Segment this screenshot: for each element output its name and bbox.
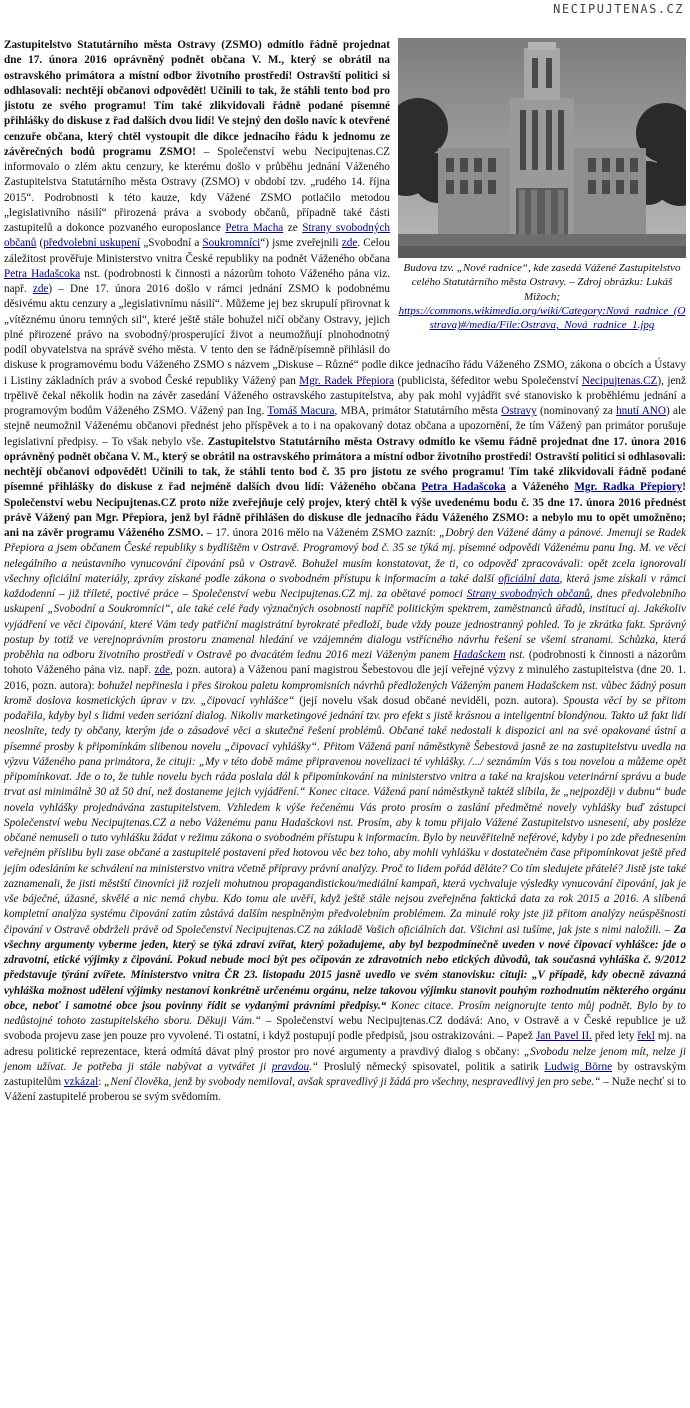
site-logo: NECIPUJTENAS.CZ — [553, 2, 684, 16]
text-run: mj. na adresu politické reprezentace, která odmítá dávat plný prostor pro nové argumenty a pravdivý dialog s občany: — [4, 1030, 686, 1058]
speech-italic: „Dobrý den Vážené dámy a pánové. Jmenuji se Radek Přepiora a jsem občanem České republiky s bydlištěm v Ostravě. Programový bod č. 35 se týká mj. písemné odpovědi Váženému panu Ing. M. ve věci nelegálního a neústavního vynucování čipování psů v Ostravě. Bohužel musím konstatovat, že ti, co odpověď zpracovávali: opět zcela ignorovali všechny oficiální materiály, zprávy získané podle zákona o svobodném přístupu k informacím a také další — [4, 527, 686, 585]
link-predvolebni-uskupeni[interactable]: předvolební uskupení — [43, 237, 141, 250]
link-rekl[interactable]: řekl — [637, 1030, 655, 1043]
text-run: ze — [283, 222, 303, 234]
text-run: – Nuže nechť si to Vážení zastupitelé proberou se svým svědomím. — [4, 1076, 686, 1104]
text-run: (podrobnosti k činnosti a názorům tohoto Váženého pána viz. např. — [4, 649, 686, 677]
text-run: – 17. února 2016 mělo na Váženém ZSMO zaznít: — [203, 527, 440, 539]
link-zde[interactable]: zde — [341, 237, 358, 250]
text-run: by ostravským zastupitelům — [4, 1060, 686, 1088]
link-radek-prepiora[interactable]: Mgr. Radek Přepiora — [299, 374, 395, 387]
speech-bold-italic: Za všechny argumenty vyberme jeden, který se týká zdraví zvířat, který požadujeme, aby byl bezpodmínečně uveden v nové čipovací vyhlášce: jde o zdravotní, etické výjimky z čipování. Pokud nebude moci být pes očipován ze zdravotních nebo etických důvodů, tak současná vyhláška č. 9/2012 představuje týrání zvířete. Ministerstvo vnitra ČR 23. listopadu 2015 jasně uvedlo ve svém stanovisku: cituji: „V případě, kdy obecně závazná vyhláška možnost udělení výjimky nestanoví konkrétně určenému orgánu, nelze takovou výjimku stanovit pouhým rozhodnutím některého orgánu obce, neboť i samotné obce jsou povinny řídit se vydanými právními předpisy.“ — [4, 923, 686, 1012]
link-strana-svobodnych-obcanu[interactable]: Strany svobodných občanů — [466, 588, 590, 600]
quote-italic: .“ — [309, 1060, 319, 1073]
text-run: nst. (podrobnosti k činnosti a názorům tohoto Váženého pána viz. např. — [4, 267, 390, 295]
link-pravdou[interactable]: pravdou — [271, 1060, 310, 1073]
quote-italic: „Není člověka, jenž by svobody nemiloval, avšak spravedlivý ji žádá pro všechny, nespravedlivý jen pro sebe.“ — [104, 1076, 601, 1088]
link-petr-hadascok[interactable]: Petra Hadašcoka — [421, 481, 506, 494]
text-run: před lety — [591, 1030, 638, 1043]
figure — [398, 38, 686, 358]
link-ludwig-borne[interactable]: Ludwig Börne — [544, 1060, 613, 1073]
link-oficialni-data[interactable]: oficiální data — [498, 572, 560, 585]
link-soukromnici[interactable]: Soukromníci — [202, 237, 261, 250]
link-hadasckem[interactable]: Hadašckem — [453, 649, 506, 661]
link-jan-pavel-ii[interactable]: Jan Pavel II. — [535, 1030, 592, 1043]
text-run: ), jenž trpělivě čekal několik hodin na závěr zasedání Váženého ostravského zastupitelstva, aby pak mohl vyjádřit své stanovisko k proběhlému jednání a programovým bodům Váženého ZSMO. Vážený pan Ing. — [4, 374, 686, 417]
text-run: „Svobodní a — [140, 237, 203, 250]
text-run: “) jsme zveřejnili — [260, 237, 342, 250]
link-petr-mach[interactable]: Petra Macha — [225, 222, 284, 234]
link-zde[interactable]: zde — [32, 283, 49, 295]
text-run: ) ale stejně neumožnil Váženému občanovi přednést jeho příspěvek a to i na opakovaný dotaz občana a upozornění, že tím Vážený pan primátor porušuje legislativní předpisy. – To však nebylo vše. — [4, 405, 687, 448]
speech-italic: , která jsme získali v rámci každodenní – již tříleté, poctivé práce – Společenství webu Necipujtenas.CZ mj. za obětavé pomoci — [4, 572, 686, 600]
bold-run: ! Společenství webu Necipujtenas.CZ proto níže zveřejňuje celý projev, který chtěl k výše uvedenému bodu č. 35 dne 17. února 2016 přednést právě Vážený pan Mgr. Přepiora, jenž byl řádně přihlášen do diskuse dle jednacího řádu Váženého ZSMO: a nebylo mu to opět umožněno; ani na závěr programu Váženého ZSMO. — [4, 481, 686, 539]
link-petr-hadascok[interactable]: Petra Hadašcoka — [4, 267, 81, 280]
bold-run: Zastupitelstvo Statutárního města Ostravy odmítlo ke všemu řádně projednat dne 17. února 2016 oprávněný podnět občana V. M., který se obrátil na ostravského primátora a místní odbor životního prostředí! Ostravští politici si odhlasovali: nechtějí občanovi odpovědět! Učinili to tak, že stáhli tento bod č. 35 pro jistotu ze svého programu! Tím také zlikvidovali řádně podané písemné přihlášky do diskuse z řad nejméně dalších dvou lidí: Váženého občana — [4, 435, 686, 494]
bold-run: a Váženého — [505, 481, 575, 494]
link-radek-prepiora[interactable]: Mgr. Radka Přepiory — [574, 481, 683, 494]
text-run: ( — [36, 237, 44, 250]
text-run: , pozn. autora) a Váženou paní magistrou Šebestovou dle její veřejné výzvy z minulého zastupitelstva (dne 20. 1. 2016, pozn. autora): — [4, 664, 687, 692]
text-run: – Společenství webu Necipujtenas.CZ dodává: Ano, v Ostravě a v České republice je už svoboda projevu zase jen pouze pro vyvolené. Ti ostatní, i když postupují podle předpisů, jsou ostrakizováni. – Papež — [4, 1015, 686, 1043]
caption-text: Budova tzv. „Nové radnice“, kde zasedá Vážené Zastupitelstvo celého Statutárního města Ostravy. – Zdroj obrázku: Lukáš Mižoch; — [403, 262, 681, 303]
speech-italic: nst. — [505, 649, 526, 661]
article-body — [4, 38, 686, 1106]
quote-italic: „Svobodu nelze jenom mít, nelze ji jenom užívat. Je potřeba ji stále nabývat a vytvářet ji — [4, 1045, 687, 1073]
speech-italic: Spousta věcí by se přitom podařila, kdyby byl s lidmi veden seriózní dialog. Nikoliv marketingové jednání tzv. pro efekt s jistě krásnou a inteligentní blondýnou. Takto už fakt lidi neoslníte, tedy ty občany, kterým jde o zásadové věci a skutečné řešení problémů. Občané také nedostali k dispozici ani na své opakované ústní a písemné prosby k připomínkám slibenou novelu „čipovací vyhlášky“. Přitom Vážená paní náměstkyně Šebestová jasně ze na zastupitelstvu uvedla na výzvu Váženého pana primátora, že cituji: „My v této době máme připravenou novelizaci té vyhlášky. /.../ seznámím Vás s tou novelou a můžeme opět připomínkovat. Jde o to, že tuhle novelu bych ráda poslala dál k připomínkování na ministerstvo vnitra a také na krajskou veterinární správu a bude trvat asi minimálně 30 až 50 dní, než dostaneme jejich vyjádření.“ Konec citace. Vážená paní náměstkyně taktéž slíbila, že „nejpozději v dubnu“ bude novela vyhlášky projednávána zastupitelstvem. Vzhledem k výše řečenému Vás proto prosím o zaslání předmětné novely vyhlášky buď zástupci Společenství webu Necipujtenas.CZ a nebo Váženému panu Hadašckovi nst. Prosím, aby k tomu přijalo Vážené Zastupitelstvo usnesení, aby posléze občané nemuseli o tuto vyhlášku žádat v režimu zákona o svobodném přístupu k informacím. Bylo by neuvěřitelně neférové, kdyby i po zde přednesením veřejném příslibu byli zase občané a zastupitelé postaveni před hotovou věc bez toho, aby mohli vyhlášku v dostatečném čase připomínkovat ještě před jejím odesláním ke schválení na ministerstvo vnitra včetně přípravy právní analýzy. Proč to lidem pořád děláte? Co tím sledujete přátelé? Jistě jste také zaznamenali, že jisti městští činovníci již rozjeli mohutnou propagandistickou/mediální kampaň, která vychvaluje výsledky vynucování čipování, jak je vše báječné, úžasné, skvělé a nic nemá chybu. Kdo tomu ale uvěří, když ještě stále nejsou zveřejněna faktická data za rok 2015 a 2016. A slíbená kompletní analýza systému čipování zatím zůstává dalším nesplněným předvolebním problémem. Za minulé roky jste již přitom analýzy neúspěšnosti čipování v Ostravě obdrželi právě od Společenství Necipujtenas.CZ na základě Vašich oficiálních dat. Všichni asi tušíme, jak jste s nimi naložili. – — [4, 694, 686, 936]
text-run: (její novelu však dosud občané neviděli, pozn. autora). — [294, 694, 564, 707]
speech-italic: , dnes předvolebního uskupení „Svobodní a Soukromníci“, ale také celé řady význačných osobností napříč politickým spektrem, zaměstnanců úřadů, institucí aj. Jakékoliv vyjádření ve věci čipování, které Vám tedy patřiční magistrátní byrokraté předloží, bude vždy pouze jednostranný pohled. To je zkrátka fakt. Správný postup by totiž ve verejnoprávním prostoru znamenal hledání ve vzájemném dialogu vstřícného návrhu řešení se všemi stranami. Schůzka, která proběhla na odboru životního prostředí v Ostravě po dvacátém lednu 2016 mezi Váženým panem — [4, 588, 686, 661]
link-ostravy[interactable]: Ostravy — [501, 405, 537, 417]
photo-nova-radnice — [398, 38, 686, 258]
link-necipujtenas[interactable]: Necipujtenas.CZ — [581, 374, 658, 387]
article-page — [4, 0, 686, 1408]
text-run: : — [98, 1076, 105, 1088]
text-run: . Celou záležitost prověřuje Ministerstvo vnitra České republiky na podnět Váženého občana — [4, 237, 390, 265]
link-hnuti-ano[interactable]: hnutí ANO — [616, 405, 666, 417]
link-strana-svobodnych-obcanu[interactable]: Strany svobodných občanů — [4, 222, 391, 250]
link-vzkazal[interactable]: vzkázal — [64, 1076, 99, 1088]
text-run: ) – Dne 17. února 2016 došlo v rámci jednání ZSMO k podobnému děsivému aktu cenzury a „legislativnímu násilí“. Můžeme jej bez skrupulí přirovnat k „vítěznému únoru temných sil“, které ještě stále bohužel ničí občany Ostravy, jejich plné přirozené právo na svobodný/prosperující život a neumožňují plnohodnotný podíl obyvatelstva na správě svého města. V tento den se řádně/písemně přihlásil do diskuse k programovému bodu Váženého ZSMO s názvem „Diskuse – Různé“ podle dikce jednacího řádu Váženého ZSMO, zákona o obcích a Ústavy i Listiny základních práv a svobod České republiky Vážený pan — [4, 283, 686, 387]
link-zde[interactable]: zde — [154, 664, 171, 677]
lead-bold: Zastupitelstvo Statutárního města Ostravy (ZSMO) odmítlo řádně projednat dne 17. února 2016 oprávněný podnět občana V. M., který se obrátil na ostravského primátora a místní odbor životního prostředí! Ostravští politici si odhlasovali: nechtějí občanovi odpovědět! Učinili to tak, že stáhli tento bod pro jistotu ze svého programu! Tím také zlikvidovali řádně podané písemné přihlášky do diskuse z řad dalších dvou lidí! Ve stejný den došlo navíc k otevřené cenzuře občana, který chtěl vystoupit dle dikce jednacího řádu k jednomu ze závěrečných bodů programu ZSMO! — [4, 39, 390, 158]
link-tomas-macura[interactable]: Tomáš Macura — [267, 405, 335, 417]
caption-source-link[interactable]: https://commons.wikimedia.org/wiki/Category:Nová_radnice_(Ostrava)#/media/File:Ostrava,_Nová_radnice_1.jpg — [398, 304, 686, 332]
text-run: , MBA, primátor Statutárního města — [334, 405, 502, 417]
figure-caption — [398, 261, 686, 332]
text-run: Proslulý německý spisovatel, politik a satirik — [318, 1060, 545, 1073]
text-run: (publicista, šéfeditor webu Společenství — [394, 374, 582, 387]
text-run: – Společenství webu Necipujtenas.CZ informovalo o zlém aktu cenzury, ke kterému došlo v průběhu jednání Váženého Zastupitelstva Statutárního města Ostravy (ZSMO) v období tzv. „rudého 14. října 2015“. Podrobnosti k této kauze, kdy Vážené ZSMO potlačilo metodou „legislativního násilí“ přirozená práva a svobody občanů, případně také části zastupitelů a dokonce pozvaného europoslance — [4, 145, 390, 234]
text-run: (nominovaný za — [536, 405, 617, 417]
speech-italic: bohužel nepřinesla i přes širokou paletu kompromisních návrhů předložených Váženým panem Hadašckem nst. vůbec žádný posun kromě doslova kosmetických úprav v tzv. „čipovací vyhlášce“ — [4, 679, 686, 707]
speech-italic: Konec citace. Prosím neignorujte tento můj podnět. Bylo by to nedůstojné tohoto zastupitelského sboru. Děkuji Vám.“ — [4, 999, 687, 1027]
